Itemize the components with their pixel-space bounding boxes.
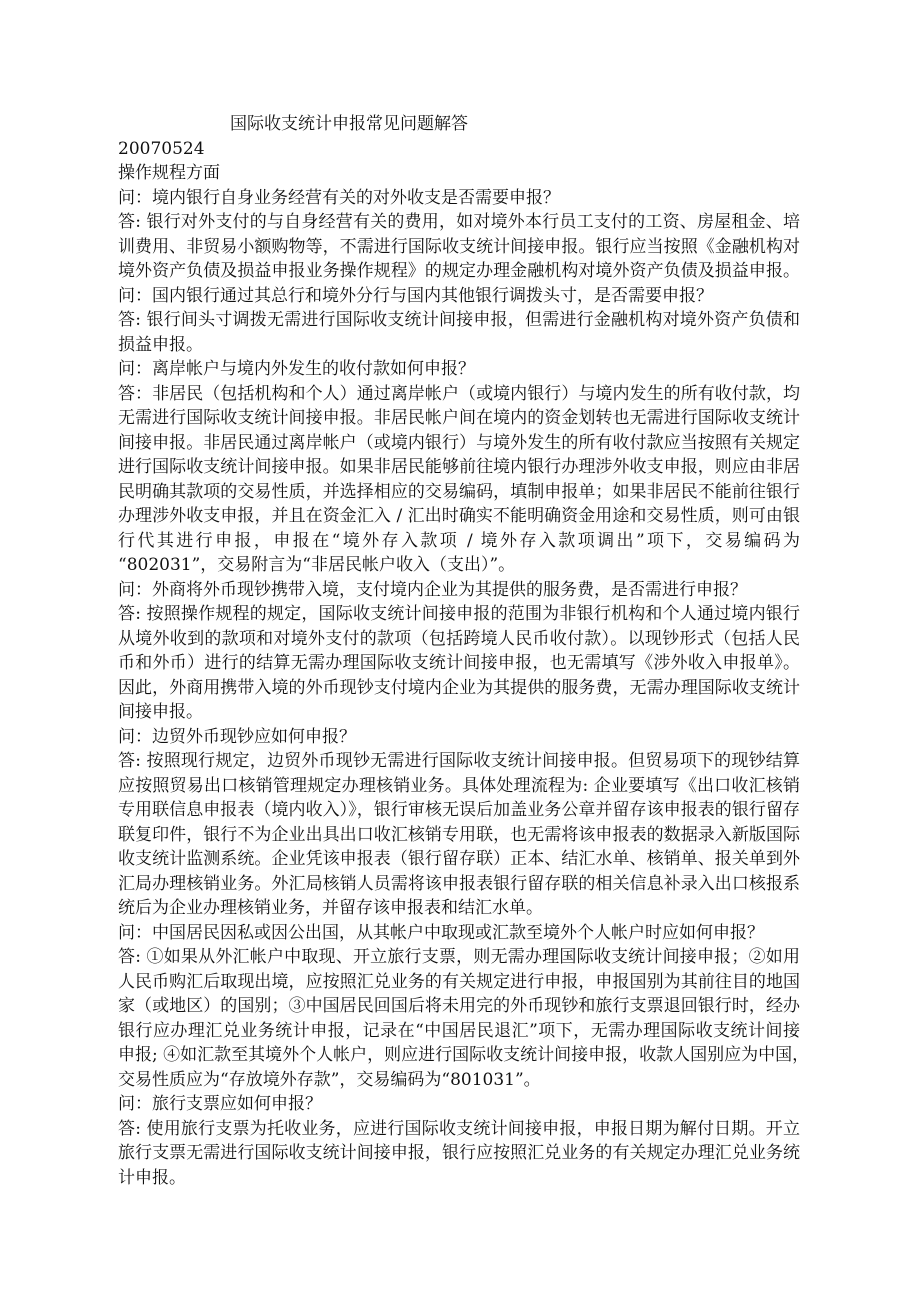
question: 问：离岸帐户与境内外发生的收付款如何申报？ (118, 359, 475, 379)
answer-line: 银行应办理汇兑业务统计申报，记录在“中国居民退汇”项下，无需办理国际收支统计间接 (118, 1020, 800, 1041)
qa-item (118, 578, 800, 725)
document-date: 20070524 (118, 138, 205, 159)
answer-line: 专用联信息申报表（境内收入）》，银行审核无误后加盖业务公章并留存该申报表的银行留存 (118, 800, 800, 820)
answer-line: 应按照贸易出口核销管理规定办理核销业务。具体处理流程为: 企业要填写《出口收汇核销 (118, 775, 800, 796)
answer-line: 答: 按照现行规定，边贸外币现钞无需进行国际收支统计间接申报。但贸易项下的现钞结算 (118, 751, 800, 771)
answer-line: 间接申报。 (118, 702, 203, 722)
answer-line: 无需进行国际收支统计间接申报。非居民帐户间在境内的资金划转也无需进行国际收支统计 (118, 408, 800, 428)
answer-line: 收支统计监测系统。企业凭该申报表（银行留存联）正本、结汇水单、核销单、报关单到外 (118, 849, 800, 869)
answer-line: 统后为企业办理核销业务，并留存该申报表和结汇水单。 (118, 898, 543, 918)
qa-item (118, 186, 800, 284)
answer-line: 交易性质应为“存放境外存款”，交易编码为“801031”。 (118, 1069, 541, 1090)
answer-line: 答: 使用旅行支票为托收业务，应进行国际收支统计间接申报，申报日期为解付日期。开立 (118, 1118, 800, 1139)
qa-item (118, 357, 800, 578)
document-page (118, 112, 810, 1190)
question: 问：境内银行自身业务经营有关的对外收支是否需要申报？ (118, 187, 560, 208)
question: 问：中国居民因私或因公出国，从其帐户中取现或汇款至境外个人帐户时应如何申报？ (118, 922, 764, 943)
answer-line: 民明确其款项的交易性质，并选择相应的交易编码，填制申报单；如果非居民不能前往银行 (118, 481, 800, 502)
qa-item (118, 921, 810, 1093)
answer-line: 人民币购汇后取现出境，应按照汇兑业务的有关规定进行申报，申报国别为其前往目的地国 (118, 971, 800, 992)
answer-line: 答: 银行对外支付的与自身经营有关的费用，如对境外本行员工支付的工资、房屋租金、培 (118, 212, 800, 232)
question: 问：国内银行通过其总行和境外分行与国内其他银行调拨头寸，是否需要申报？ (118, 285, 713, 306)
answer-line: 旅行支票无需进行国际收支统计间接申报，银行应按照汇兑业务的有关规定办理汇兑业务统 (118, 1143, 800, 1163)
answer-line: 因此，外商用携带入境的外币现钞支付境内企业为其提供的服务费，无需办理国际收支统计 (118, 677, 800, 698)
answer-line: 申报; ④如汇款至其境外个人帐户，则应进行国际收支统计间接申报，收款人国别应为中国， (118, 1045, 810, 1065)
qa-item (118, 1092, 800, 1190)
answer-line: 家（或地区）的国别；③中国居民回国后将未用完的外币现钞和旅行支票退回银行时，经办 (118, 996, 800, 1016)
answer-line: 答: ①如果从外汇帐户中取现、开立旅行支票，则无需办理国际收支统计间接申报；②如用 (118, 947, 800, 967)
answer-line: 进行国际收支统计间接申报。如果非居民能够前往境内银行办理涉外收支申报，则应由非居 (118, 457, 800, 477)
answer-line: 答: 按照操作规程的规定，国际收支统计间接申报的范围为非银行机构和个人通过境内银行 (118, 604, 800, 624)
answer-line: 损益申报。 (118, 334, 203, 355)
answer-line: 答: 银行间头寸调拨无需进行国际收支统计间接申报，但需进行金融机构对境外资产负债和 (118, 310, 800, 330)
answer-line: 联复印件，银行不为企业出具出口收汇核销专用联，也无需将该申报表的数据录入新版国际 (118, 824, 800, 845)
answer-line: 计申报。 (118, 1167, 186, 1188)
answer-line: “802031”，交易附言为“非居民帐户收入（支出）”。 (118, 555, 516, 575)
answer-line: 间接申报。非居民通过离岸帐户（或境内银行）与境外发生的所有收付款应当按照有关规定 (118, 432, 800, 453)
answer-line: 办理涉外收支申报，并且在资金汇入 / 汇出时确实不能明确资金用途和交易性质，则可由银 (118, 506, 800, 526)
answer-line: 答：非居民（包括机构和个人）通过离岸帐户（或境内银行）与境内发生的所有收付款，均 (118, 383, 800, 404)
question: 问：外商将外币现钞携带入境，支付境内企业为其提供的服务费，是否需进行申报？ (118, 579, 747, 600)
document-title: 国际收支统计申报常见问题解答 (230, 114, 468, 134)
question: 问：旅行支票应如何申报？ (118, 1094, 322, 1114)
answer-line: 汇局办理核销业务。外汇局核销人员需将该申报表银行留存联的相关信息补录入出口核报系 (118, 873, 800, 894)
answer-line: 境外资产负债及损益申报业务操作规程》的规定办理金融机构对境外资产负债及损益申报。 (118, 261, 800, 281)
answer-line: 训费用、非贸易小额购物等，不需进行国际收支统计间接申报。银行应当按照《金融机构对 (118, 236, 800, 257)
section-heading: 操作规程方面 (118, 163, 220, 183)
answer-line: 从境外收到的款项和对境外支付的款项（包括跨境人民币收付款）。以现钞形式（包括人民 (118, 628, 800, 649)
qa-item (118, 284, 800, 358)
qa-item (118, 725, 800, 921)
answer-line: 行代其进行申报，申报在“境外存入款项 / 境外存入款项调出”项下，交易编码为 (118, 530, 800, 551)
answer-line: 币和外币）进行的结算无需办理国际收支统计间接申报，也无需填写《涉外收入申报单》。 (118, 653, 800, 673)
question: 问：边贸外币现钞应如何申报？ (118, 726, 356, 747)
